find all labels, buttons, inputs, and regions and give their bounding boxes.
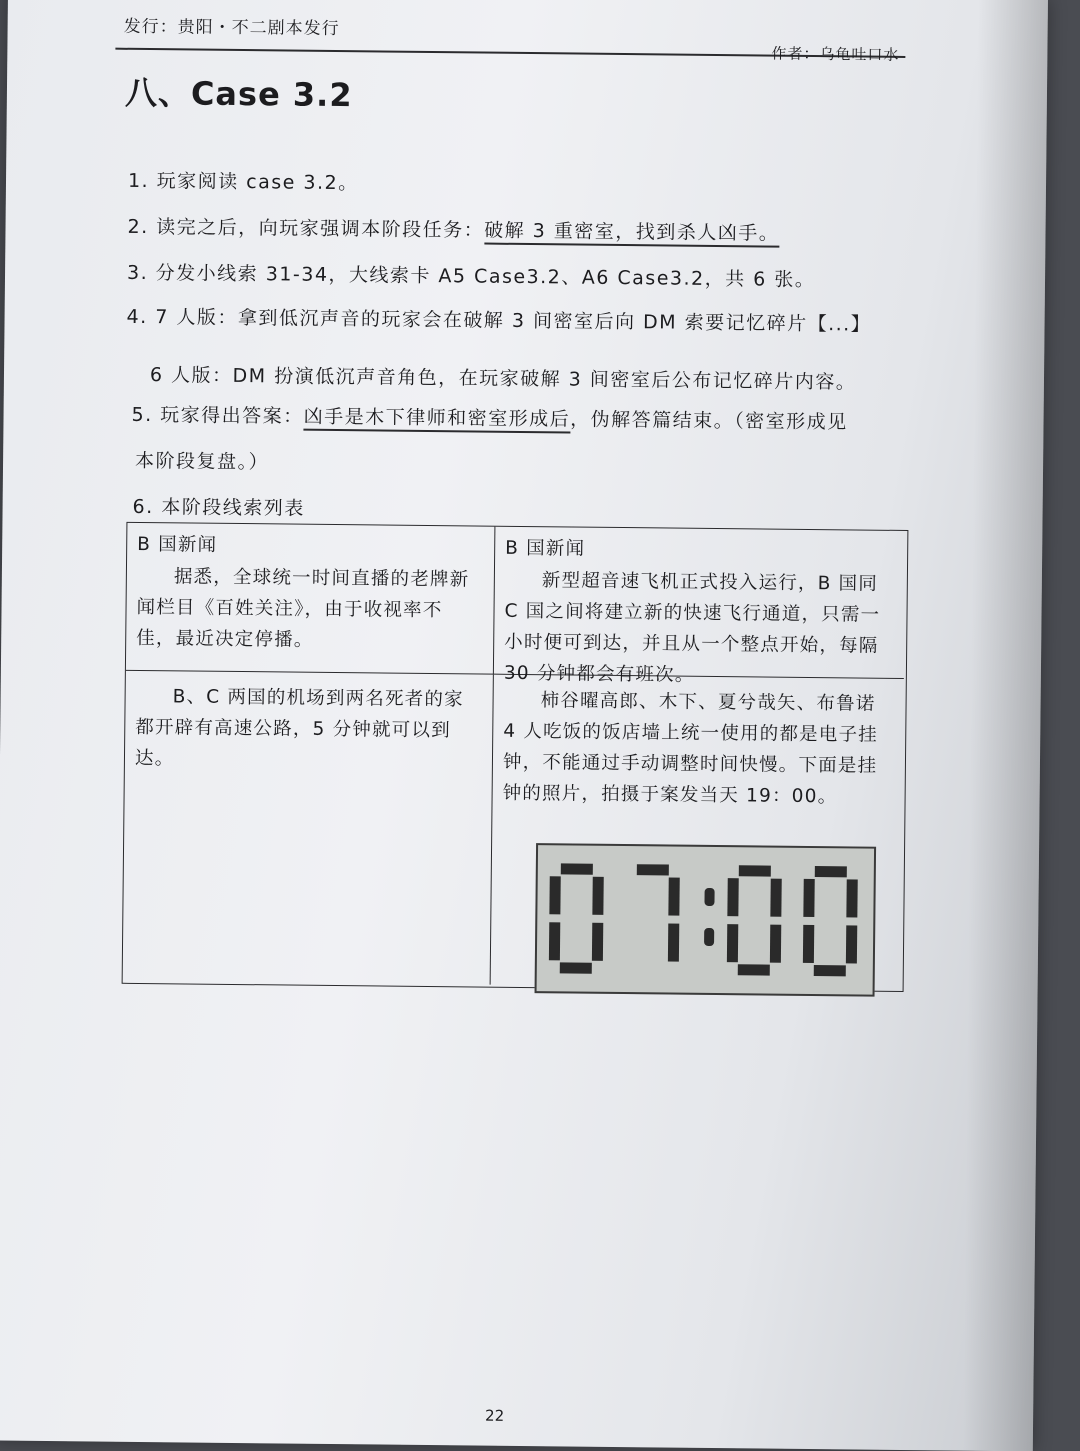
clock-segment (846, 925, 857, 963)
clock-colon-dot (704, 888, 714, 906)
clue-4-text: 柿谷曜高郎、木下、夏兮哉矢、布鲁诺 4 人吃饭的饭店墙上统一使用的都是电子挂钟，不能通过手动调整时间快慢。下面是挂钟的照片，拍摄于案发当天 19：00。 (502, 690, 879, 808)
step-5-prefix: 5. 玩家得出答案： (131, 403, 304, 428)
clock-segment (738, 964, 770, 975)
step-5 (131, 400, 847, 434)
clock-segment (727, 924, 738, 962)
clock-segment (668, 924, 679, 962)
clue-2-title: B 国新闻 (505, 537, 586, 560)
clue-1-title: B 国新闻 (137, 533, 218, 556)
clock-segment (637, 864, 669, 875)
step-2 (127, 212, 779, 246)
clock-segment (814, 965, 846, 976)
clock-colon-dot (704, 928, 714, 946)
author-line: 作者：乌龟吐口水 (771, 44, 900, 64)
step-5-continued: 本阶段复盘。） (134, 449, 270, 474)
digital-clock-photo (535, 843, 877, 997)
step-4: 4. 7 人版：拿到低沉声音的玩家会在破解 3 间密室后向 DM 索要记忆碎片【...】 (126, 305, 872, 336)
clock-segment (739, 865, 771, 876)
clue-1-text: 据悉，全球统一时间直播的老牌新闻栏目《百姓关注》，由于收视率不佳，最近决定停播。 (136, 566, 470, 651)
step-2-prefix: 2. 读完之后，向玩家强调本阶段任务： (127, 215, 485, 242)
step-6: 6. 本阶段线索列表 (132, 495, 305, 520)
clock-segment (803, 879, 814, 917)
section-title: 八、Case 3.2 (124, 73, 353, 115)
clue-cell-2 (494, 527, 906, 686)
step-1: 1. 玩家阅读 case 3.2。 (127, 169, 359, 195)
clock-segment (549, 876, 560, 914)
clue-2-text: 新型超音速飞机正式投入运行，B 国同 C 国之间将建立新的快速飞行通道，只需一小时便可到达，并且从一个整点开始，每隔 30 分钟都会有班次。 (503, 570, 881, 686)
step-3: 3. 分发小线索 31-34，大线索卡 A5 Case3.2、A6 Case3.2，共 6 张。 (126, 261, 816, 292)
clock-segment (770, 925, 781, 963)
clock-digit-1 (636, 864, 680, 961)
page-number: 22 (485, 1406, 505, 1425)
publisher-line: 发行：贵阳・不二剧本发行 (123, 16, 340, 40)
clue-cell-3 (123, 671, 494, 985)
step-2-task: 破解 3 重密室，找到杀人凶手。 (484, 220, 779, 248)
page-header (115, 2, 905, 64)
clock-segment (561, 863, 593, 874)
step-4-six-player: 6 人版：DM 扮演低沉声音角色，在玩家破解 3 间密室后公布记忆碎片内容。 (149, 364, 857, 394)
step-5-suffix: ，伪解答篇结束。（密室形成见 (570, 408, 848, 434)
clock-segment (803, 925, 814, 963)
clock-segment (727, 878, 738, 916)
clock-digit-2 (727, 865, 782, 976)
clock-digit-0 (549, 863, 604, 974)
clock-segment (592, 877, 603, 915)
clock-segment (668, 878, 679, 916)
clock-segment (815, 866, 847, 877)
clue-3-text: B、C 两国的机场到两名死者的家都开辟有高速公路，5 分钟就可以到达。 (134, 686, 464, 770)
clock-digit-3 (803, 866, 858, 977)
digital-clock-display (537, 845, 875, 995)
clue-cell-1 (126, 523, 496, 675)
clock-segment (560, 962, 592, 973)
clock-segment (592, 923, 603, 961)
clock-segment (770, 879, 781, 917)
clock-segment (846, 879, 857, 917)
step-5-answer: 凶手是木下律师和密室形成后 (304, 406, 571, 434)
clue-table (122, 522, 909, 992)
clock-segment (549, 922, 560, 960)
